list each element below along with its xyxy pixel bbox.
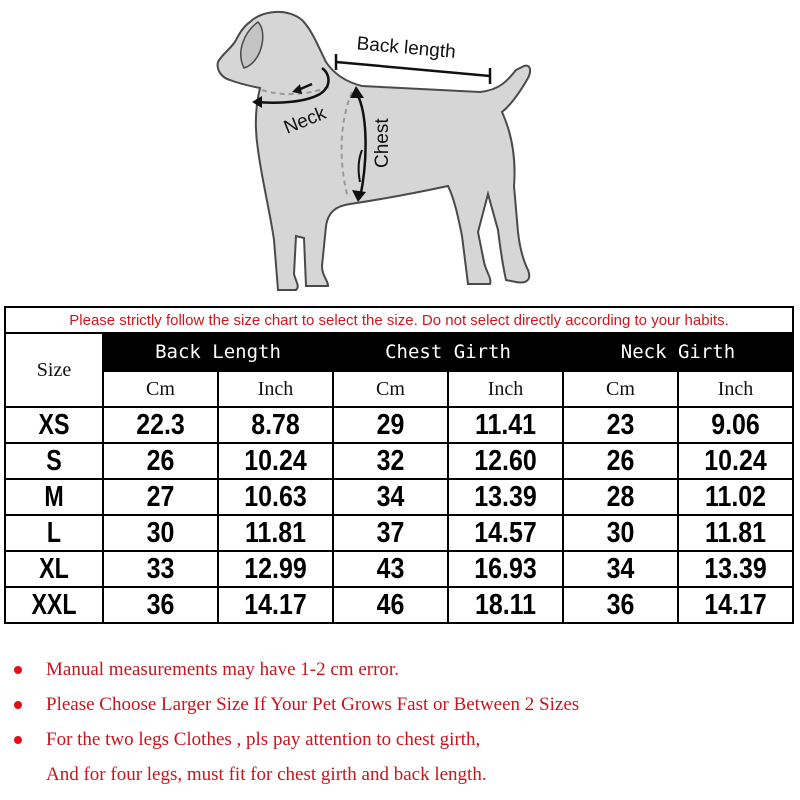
note-text: Manual measurements may have 1-2 cm error. <box>46 658 399 680</box>
neck-girth-header: Neck Girth <box>563 333 793 371</box>
chest-label: Chest <box>372 118 393 168</box>
size-cell: M <box>15 479 93 515</box>
size-cell: XXL <box>15 587 93 623</box>
bullet-icon <box>14 736 22 744</box>
size-column-header: Size <box>5 333 103 407</box>
chest-girth-inch-cell: 18.11 <box>456 587 555 623</box>
chest-girth-cm-cell: 46 <box>341 587 440 623</box>
back-length-cm-cell: 27 <box>111 479 210 515</box>
neck-girth-cm-cell: 26 <box>571 443 670 479</box>
note-item <box>10 652 790 687</box>
table-row <box>5 479 793 515</box>
back-length-header: Back Length <box>103 333 333 371</box>
back-length-inch-cell: 11.81 <box>226 515 325 551</box>
chest-girth-inch-header: Inch <box>448 371 563 407</box>
neck-girth-cm-cell: 23 <box>571 407 670 443</box>
table-row <box>5 515 793 551</box>
back-length-cm-cell: 36 <box>111 587 210 623</box>
chest-girth-inch-cell: 13.39 <box>456 479 555 515</box>
back-length-inch-header: Inch <box>218 371 333 407</box>
back-length-inch-cell: 10.63 <box>226 479 325 515</box>
measurement-notes <box>10 652 790 792</box>
size-cell: XL <box>15 551 93 587</box>
chest-girth-cm-header: Cm <box>333 371 448 407</box>
note-text: And for four legs, must fit for chest girth and back length. <box>46 763 487 785</box>
back-length-cm-cell: 26 <box>111 443 210 479</box>
back-length-inch-cell: 14.17 <box>226 587 325 623</box>
neck-girth-cm-cell: 30 <box>571 515 670 551</box>
note-text: For the two legs Clothes , pls pay attention to chest girth, <box>46 728 481 750</box>
chest-girth-cm-cell: 29 <box>341 407 440 443</box>
chest-girth-cm-cell: 32 <box>341 443 440 479</box>
back-length-inch-cell: 8.78 <box>226 407 325 443</box>
size-cell: XS <box>15 407 93 443</box>
neck-girth-inch-cell: 11.02 <box>686 479 785 515</box>
note-continuation <box>10 757 790 792</box>
neck-label: Neck <box>281 102 330 139</box>
chest-girth-header: Chest Girth <box>333 333 563 371</box>
note-item <box>10 687 790 722</box>
back-length-cm-header: Cm <box>103 371 218 407</box>
back-length-inch-cell: 10.24 <box>226 443 325 479</box>
table-row <box>5 443 793 479</box>
note-text: Please Choose Larger Size If Your Pet Grows Fast or Between 2 Sizes <box>46 693 580 715</box>
bullet-icon <box>14 701 22 709</box>
chest-girth-cm-cell: 37 <box>341 515 440 551</box>
neck-girth-inch-cell: 14.17 <box>686 587 785 623</box>
size-chart-notice: Please strictly follow the size chart to select the size. Do not select directly according to your habits. <box>5 307 793 333</box>
neck-girth-cm-cell: 36 <box>571 587 670 623</box>
chest-girth-inch-cell: 12.60 <box>456 443 555 479</box>
neck-girth-inch-cell: 9.06 <box>686 407 785 443</box>
dog-measurement-figure <box>0 0 800 300</box>
size-cell: S <box>15 443 93 479</box>
chest-girth-cm-cell: 43 <box>341 551 440 587</box>
back-length-cm-cell: 22.3 <box>111 407 210 443</box>
neck-girth-cm-cell: 34 <box>571 551 670 587</box>
size-cell: L <box>15 515 93 551</box>
neck-girth-inch-cell: 10.24 <box>686 443 785 479</box>
neck-girth-cm-cell: 28 <box>571 479 670 515</box>
table-row <box>5 551 793 587</box>
back-length-inch-cell: 12.99 <box>226 551 325 587</box>
bullet-icon <box>14 666 22 674</box>
neck-girth-inch-cell: 11.81 <box>686 515 785 551</box>
back-length-cm-cell: 30 <box>111 515 210 551</box>
size-chart-table <box>4 306 794 624</box>
chest-girth-inch-cell: 11.41 <box>456 407 555 443</box>
note-item <box>10 722 790 757</box>
neck-girth-cm-header: Cm <box>563 371 678 407</box>
back-length-cm-cell: 33 <box>111 551 210 587</box>
neck-girth-inch-cell: 13.39 <box>686 551 785 587</box>
chest-girth-inch-cell: 14.57 <box>456 515 555 551</box>
table-row <box>5 407 793 443</box>
back-length-measure <box>336 33 490 84</box>
neck-girth-inch-header: Inch <box>678 371 793 407</box>
back-length-label: Back length <box>355 33 457 63</box>
table-row <box>5 587 793 623</box>
chest-girth-cm-cell: 34 <box>341 479 440 515</box>
chest-girth-inch-cell: 16.93 <box>456 551 555 587</box>
